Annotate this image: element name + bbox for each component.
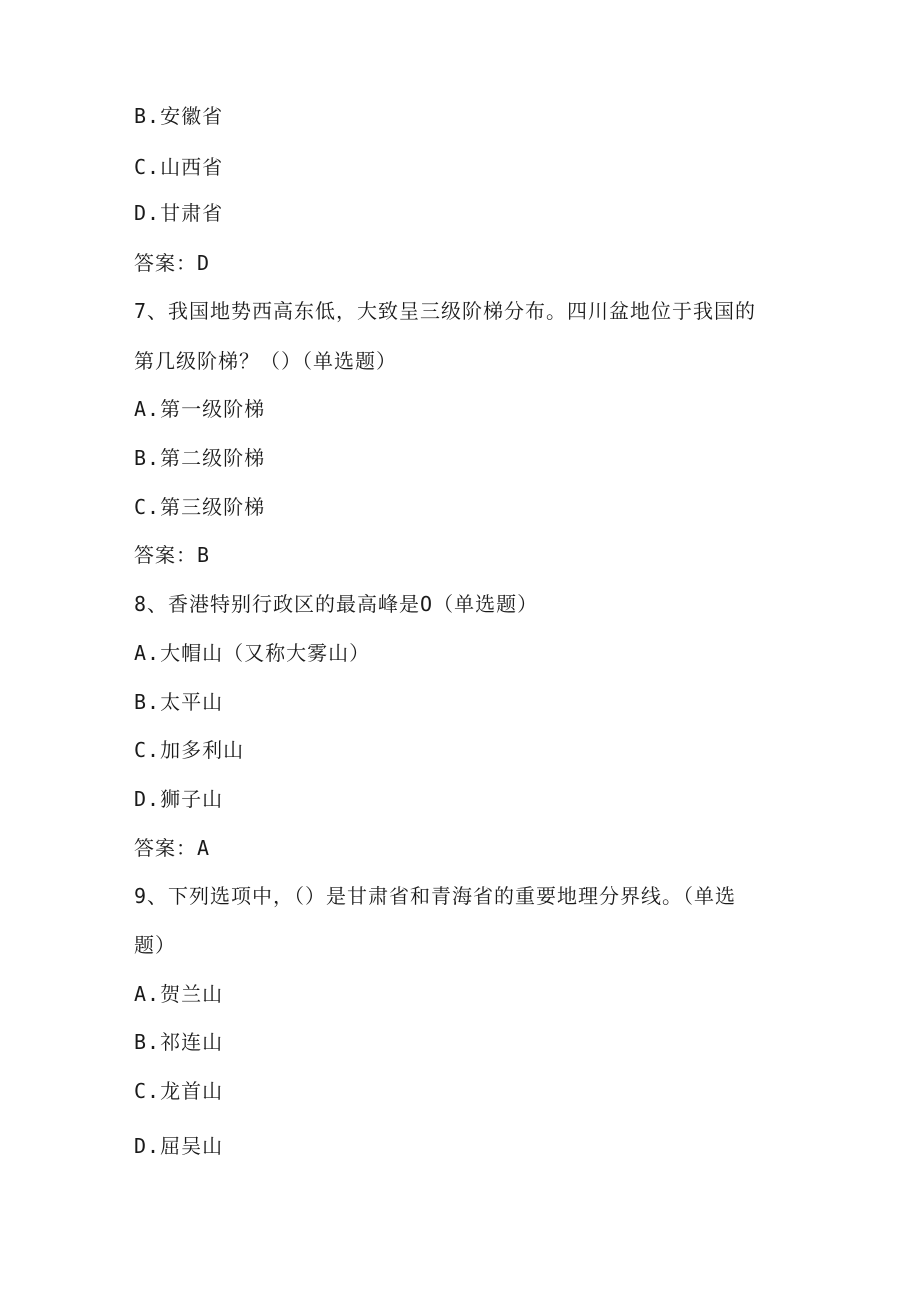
option-line: B.第二级阶梯 [134, 446, 266, 470]
option-line: C.龙首山 [134, 1079, 224, 1103]
question-line: 第几级阶梯？（）（单选题） [134, 349, 397, 373]
option-line: B.祁连山 [134, 1030, 224, 1054]
option-line: A.贺兰山 [134, 982, 224, 1006]
question-line: 题） [134, 933, 176, 957]
question-line: 9、下列选项中，（）是甘肃省和青海省的重要地理分界线。（单选 [134, 884, 737, 908]
option-line: B.安徽省 [134, 104, 224, 128]
question-line: 7、我国地势西高东低，大致呈三级阶梯分布。四川盆地位于我国的 [134, 299, 757, 323]
option-line: A.大帽山（又称大雾山） [134, 641, 371, 665]
option-line: B.太平山 [134, 690, 224, 714]
option-line: A.第一级阶梯 [134, 397, 266, 421]
option-line: C.山西省 [134, 155, 224, 179]
answer-line: 答案：D [134, 251, 211, 275]
option-line: C.加多利山 [134, 738, 245, 762]
option-line: D.甘肃省 [134, 201, 224, 225]
question-line: 8、香港特别行政区的最高峰是O（单选题） [134, 592, 539, 616]
option-line: C.第三级阶梯 [134, 495, 266, 519]
option-line: D.狮子山 [134, 787, 224, 811]
option-line: D.屈吴山 [134, 1134, 224, 1158]
answer-line: 答案：B [134, 543, 211, 567]
answer-line: 答案：A [134, 836, 211, 860]
